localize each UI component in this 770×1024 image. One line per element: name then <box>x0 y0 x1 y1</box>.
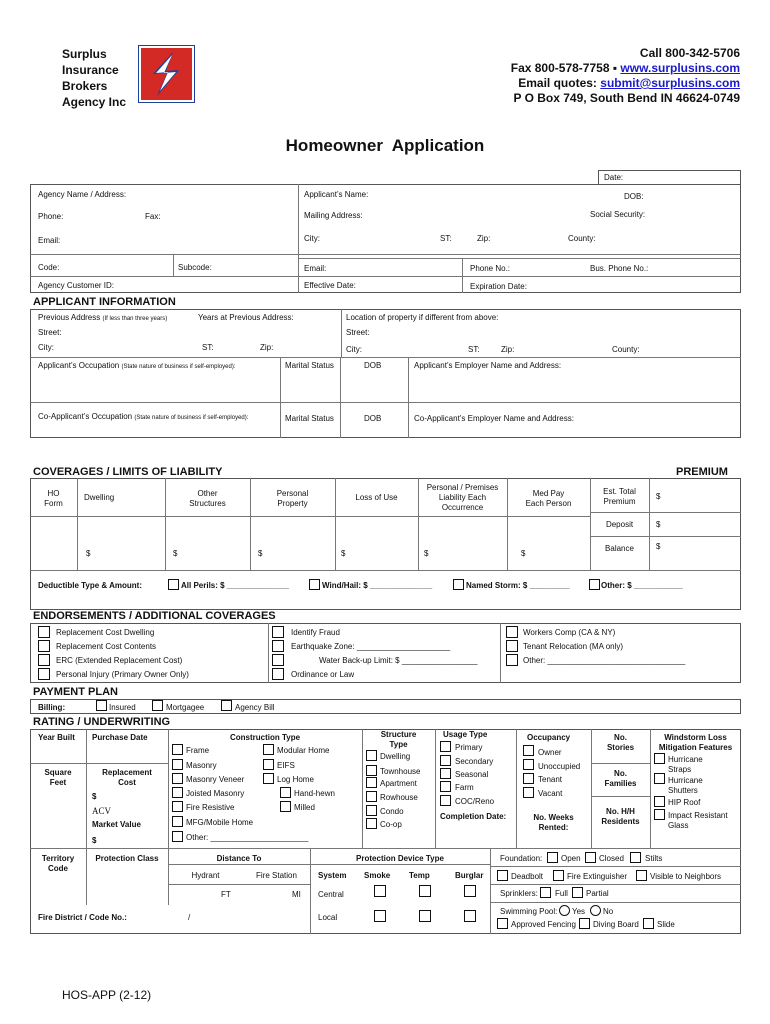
market-value-label: Market Value <box>92 820 141 829</box>
replacement-cost-contents-checkbox[interactable] <box>38 640 50 652</box>
street2-label: Street: <box>346 328 370 337</box>
other-construction-checkbox[interactable] <box>172 831 183 842</box>
st-label-2: ST: <box>202 343 214 352</box>
balance-label: Balance <box>605 544 634 553</box>
company-name: Surplus Insurance Brokers Agency Inc <box>62 47 127 109</box>
rowhouse-checkbox[interactable] <box>366 791 377 802</box>
local-label: Local <box>318 913 338 922</box>
billing-mortgagee-checkbox[interactable] <box>152 700 163 711</box>
no-hh-residents-label: No. H/H Residents <box>601 807 640 826</box>
central-burglar-checkbox[interactable] <box>464 885 476 897</box>
year-built-label: Year Built <box>38 733 75 742</box>
billing-label: Billing: <box>38 703 66 712</box>
protection-class-label: Protection Class <box>95 854 159 863</box>
payment-plan-heading: PAYMENT PLAN <box>33 686 118 698</box>
billing-agency-checkbox[interactable] <box>221 700 232 711</box>
bus-phone-label: Bus. Phone No.: <box>590 264 649 273</box>
mi-label: MI <box>292 890 301 899</box>
other-deductible-checkbox[interactable] <box>589 579 600 590</box>
ssn-label: Social Security: <box>590 210 646 219</box>
frame-checkbox[interactable] <box>172 744 183 755</box>
loss-of-use-header: Loss of Use <box>355 493 398 502</box>
visible-neighbors-checkbox[interactable] <box>636 870 647 881</box>
occupancy-label: Occupancy <box>527 733 571 742</box>
secondary-usage-checkbox[interactable] <box>440 755 451 766</box>
usage-type-label: Usage Type <box>443 730 488 739</box>
construction-type-label: Construction Type <box>229 733 301 742</box>
other-deductible-label: Other: $ ___________ <box>601 581 683 590</box>
unoccupied-checkbox[interactable] <box>523 759 534 770</box>
pool-yes-radio[interactable] <box>559 905 570 916</box>
payment-plan-table <box>30 699 741 714</box>
apartment-checkbox[interactable] <box>366 777 377 788</box>
no-stories-label: No. Stories <box>606 733 635 752</box>
joisted-masonry-checkbox[interactable] <box>172 787 183 798</box>
contact-block <box>511 46 740 106</box>
burglar-label: Burglar <box>455 871 484 880</box>
foundation-stilts-checkbox[interactable] <box>630 852 641 863</box>
coc-reno-checkbox[interactable] <box>440 795 451 806</box>
diving-board-checkbox[interactable] <box>579 918 590 929</box>
acv-label: ACV <box>92 806 112 816</box>
email-line: Email quotes: submit@surplusins.com <box>518 76 740 90</box>
email2-label: Email: <box>304 264 327 273</box>
marital-label: Marital Status <box>285 361 334 370</box>
wind-hail-checkbox[interactable] <box>309 579 320 590</box>
call-line: Call 800-342-5706 <box>639 46 740 60</box>
effective-date-label: Effective Date: <box>304 281 356 290</box>
agency-customer-id-label: Agency Customer ID: <box>38 281 115 290</box>
fire-district-label: Fire District / Code No.: <box>38 913 127 922</box>
local-burglar-checkbox[interactable] <box>464 910 476 922</box>
prev-address-label: Previous Address (If less than three years) <box>38 313 168 322</box>
named-storm-label: Named Storm: $ _________ <box>466 581 570 590</box>
farm-usage-checkbox[interactable] <box>440 781 451 792</box>
co-dob-label: DOB <box>364 414 382 423</box>
fax-line: Fax 800-578-7758 ▪ www.surplusins.com <box>510 61 740 75</box>
co-occupation-label: Co-Applicant’s Occupation (State nature of business if self-employed): <box>38 412 249 421</box>
no-weeks-rented-label: No. Weeks Rented: <box>533 813 574 832</box>
deadbolt-checkbox[interactable] <box>497 870 508 881</box>
earthquake-zone-checkbox[interactable] <box>272 640 284 652</box>
foundation-closed-checkbox[interactable] <box>585 852 596 863</box>
pool-no-radio[interactable] <box>590 905 601 916</box>
ho-form-header: HO Form <box>44 489 63 508</box>
fire-extinguisher-checkbox[interactable] <box>553 870 564 881</box>
territory-code-label: Territory Code <box>41 854 75 873</box>
townhouse-checkbox[interactable] <box>366 765 377 776</box>
all-perils-label: All Perils: $ ______________ <box>181 581 290 590</box>
st-label: ST: <box>440 234 452 243</box>
mailing-label: Mailing Address: <box>304 211 363 220</box>
city-label: City: <box>304 234 320 243</box>
hand-hewn-checkbox[interactable] <box>280 787 291 798</box>
owner-checkbox[interactable] <box>523 745 534 756</box>
ordinance-law-checkbox[interactable] <box>272 668 284 680</box>
replacement-cost-dwelling-checkbox[interactable] <box>38 626 50 638</box>
tenant-relocation-checkbox[interactable] <box>506 640 518 652</box>
code-label: Code: <box>38 263 60 272</box>
hip-roof-checkbox[interactable] <box>654 796 665 807</box>
hurricane-shutters-checkbox[interactable] <box>654 773 665 784</box>
vacant-checkbox[interactable] <box>523 787 534 798</box>
deposit-label: Deposit <box>605 520 634 529</box>
website-link[interactable]: www.surplusins.com <box>620 61 740 75</box>
central-label: Central <box>318 890 344 899</box>
agency-name-label: Agency Name / Address: <box>38 190 127 199</box>
erc-checkbox[interactable] <box>38 654 50 666</box>
protection-device-label: Protection Device Type <box>356 854 444 863</box>
expiration-date-label: Expiration Date: <box>470 282 527 291</box>
med-pay-header: Med Pay Each Person <box>525 489 572 508</box>
location-label: Location of property if different from above: <box>346 313 499 322</box>
distance-to-label: Distance To <box>216 854 262 863</box>
local-smoke-checkbox[interactable] <box>374 910 386 922</box>
milled-checkbox[interactable] <box>280 801 291 812</box>
system-label: System <box>318 871 347 880</box>
impact-glass-checkbox[interactable] <box>654 809 665 820</box>
phone-no-label: Phone No.: <box>470 264 511 273</box>
all-perils-checkbox[interactable] <box>168 579 179 590</box>
square-feet-label: Square Feet <box>44 768 72 787</box>
rating-heading: RATING / UNDERWRITING <box>33 716 171 728</box>
city-label-3: City: <box>346 345 362 354</box>
est-total-header: Est. Total Premium <box>603 487 636 506</box>
purchase-date-label: Purchase Date <box>92 733 148 742</box>
page-title: Homeowner Application <box>285 136 485 155</box>
coverages-heading: COVERAGES / LIMITS OF LIABILITY <box>33 466 223 478</box>
co-op-checkbox[interactable] <box>366 818 377 829</box>
other-endorsement-checkbox[interactable] <box>506 654 518 666</box>
personal-premises-header: Personal / Premises Liability Each Occurrence <box>426 483 499 512</box>
central-smoke-checkbox[interactable] <box>374 885 386 897</box>
street-label: Street: <box>38 328 62 337</box>
masonry-checkbox[interactable] <box>172 759 183 770</box>
completion-date-label: Completion Date: <box>440 812 507 821</box>
primary-usage-checkbox[interactable] <box>440 741 451 752</box>
zip-label: Zip: <box>477 234 491 243</box>
co-employer-label: Co-Applicant’s Employer Name and Address: <box>414 414 574 423</box>
wind-hail-label: Wind/Hail: $ ______________ <box>322 581 433 590</box>
dwelling-structure-checkbox[interactable] <box>366 750 377 761</box>
identify-fraud-checkbox[interactable] <box>272 626 284 638</box>
masonry-veneer-checkbox[interactable] <box>172 773 183 784</box>
water-backup-checkbox[interactable] <box>272 654 284 666</box>
billing-insured-checkbox[interactable] <box>96 700 107 711</box>
fax-label: Fax: <box>145 212 161 221</box>
slide-checkbox[interactable] <box>643 918 654 929</box>
windstorm-label: Windstorm Loss Mitigation Features <box>658 733 733 752</box>
foundation-open-checkbox[interactable] <box>547 852 558 863</box>
sprinklers-partial-checkbox[interactable] <box>572 887 583 898</box>
email-link[interactable]: submit@surplusins.com <box>600 76 740 90</box>
dwelling-header: Dwelling <box>84 493 115 502</box>
smoke-label: Smoke <box>364 871 391 880</box>
city-label-2: City: <box>38 343 54 352</box>
hurricane-straps-checkbox[interactable] <box>654 753 665 764</box>
other-structures-header: Other Structures <box>189 489 226 508</box>
temp-label: Temp <box>409 871 430 880</box>
dob-label: DOB: <box>624 192 644 201</box>
local-temp-checkbox[interactable] <box>419 910 431 922</box>
approved-fencing-checkbox[interactable] <box>497 918 508 929</box>
named-storm-checkbox[interactable] <box>453 579 464 590</box>
address-line: P O Box 749, South Bend IN 46624-0749 <box>513 91 740 105</box>
email-label: Email: <box>38 236 61 245</box>
employer-label: Applicant’s Employer Name and Address: <box>414 361 562 370</box>
condo-checkbox[interactable] <box>366 805 377 816</box>
applicant-name-label: Applicant’s Name: <box>304 190 369 199</box>
phone-label: Phone: <box>38 212 64 221</box>
sprinklers-full-checkbox[interactable] <box>540 887 551 898</box>
eifs-checkbox[interactable] <box>263 759 274 770</box>
subcode-label: Subcode: <box>178 263 212 272</box>
st-label-3: ST: <box>468 345 480 354</box>
applicant-info-heading: APPLICANT INFORMATION <box>33 296 176 308</box>
tenant-checkbox[interactable] <box>523 773 534 784</box>
log-home-checkbox[interactable] <box>263 773 274 784</box>
county-label: County: <box>568 234 596 243</box>
occupation-label: Applicant’s Occupation (State nature of business if self-employed): <box>38 361 236 370</box>
personal-property-header: Personal Property <box>276 489 309 508</box>
surplus-s-logo-icon <box>138 45 195 103</box>
ft-label: FT <box>221 890 231 899</box>
county-label-2: County: <box>612 345 640 354</box>
structure-type-label: Structure Type <box>380 730 417 749</box>
swimming-pool-label: Swimming Pool: <box>500 907 558 916</box>
form-code-footer: HOS-APP (2-12) <box>62 988 152 1002</box>
personal-injury-checkbox[interactable] <box>38 668 50 680</box>
workers-comp-checkbox[interactable] <box>506 626 518 638</box>
zip-label-3: Zip: <box>501 345 515 354</box>
years-prev-label: Years at Previous Address: <box>198 313 294 322</box>
zip-label-2: Zip: <box>260 343 274 352</box>
central-temp-checkbox[interactable] <box>419 885 431 897</box>
mfg-mobile-home-checkbox[interactable] <box>172 816 183 827</box>
sprinklers-label: Sprinklers: <box>500 889 538 898</box>
replacement-cost-label: Replacement Cost <box>102 768 152 787</box>
modular-home-checkbox[interactable] <box>263 744 274 755</box>
seasonal-usage-checkbox[interactable] <box>440 768 451 779</box>
fire-resistive-checkbox[interactable] <box>172 801 183 812</box>
endorsements-heading: ENDORSEMENTS / ADDITIONAL COVERAGES <box>33 610 276 622</box>
premium-heading: PREMIUM <box>676 466 728 478</box>
no-families-label: No. Families <box>604 769 637 788</box>
dob-label-2: DOB <box>364 361 382 370</box>
deductible-label: Deductible Type & Amount: <box>38 581 142 590</box>
co-marital-label: Marital Status <box>285 414 334 423</box>
fire-station-label: Fire Station <box>256 871 297 880</box>
hydrant-label: Hydrant <box>191 871 220 880</box>
foundation-label: Foundation: <box>500 854 543 863</box>
